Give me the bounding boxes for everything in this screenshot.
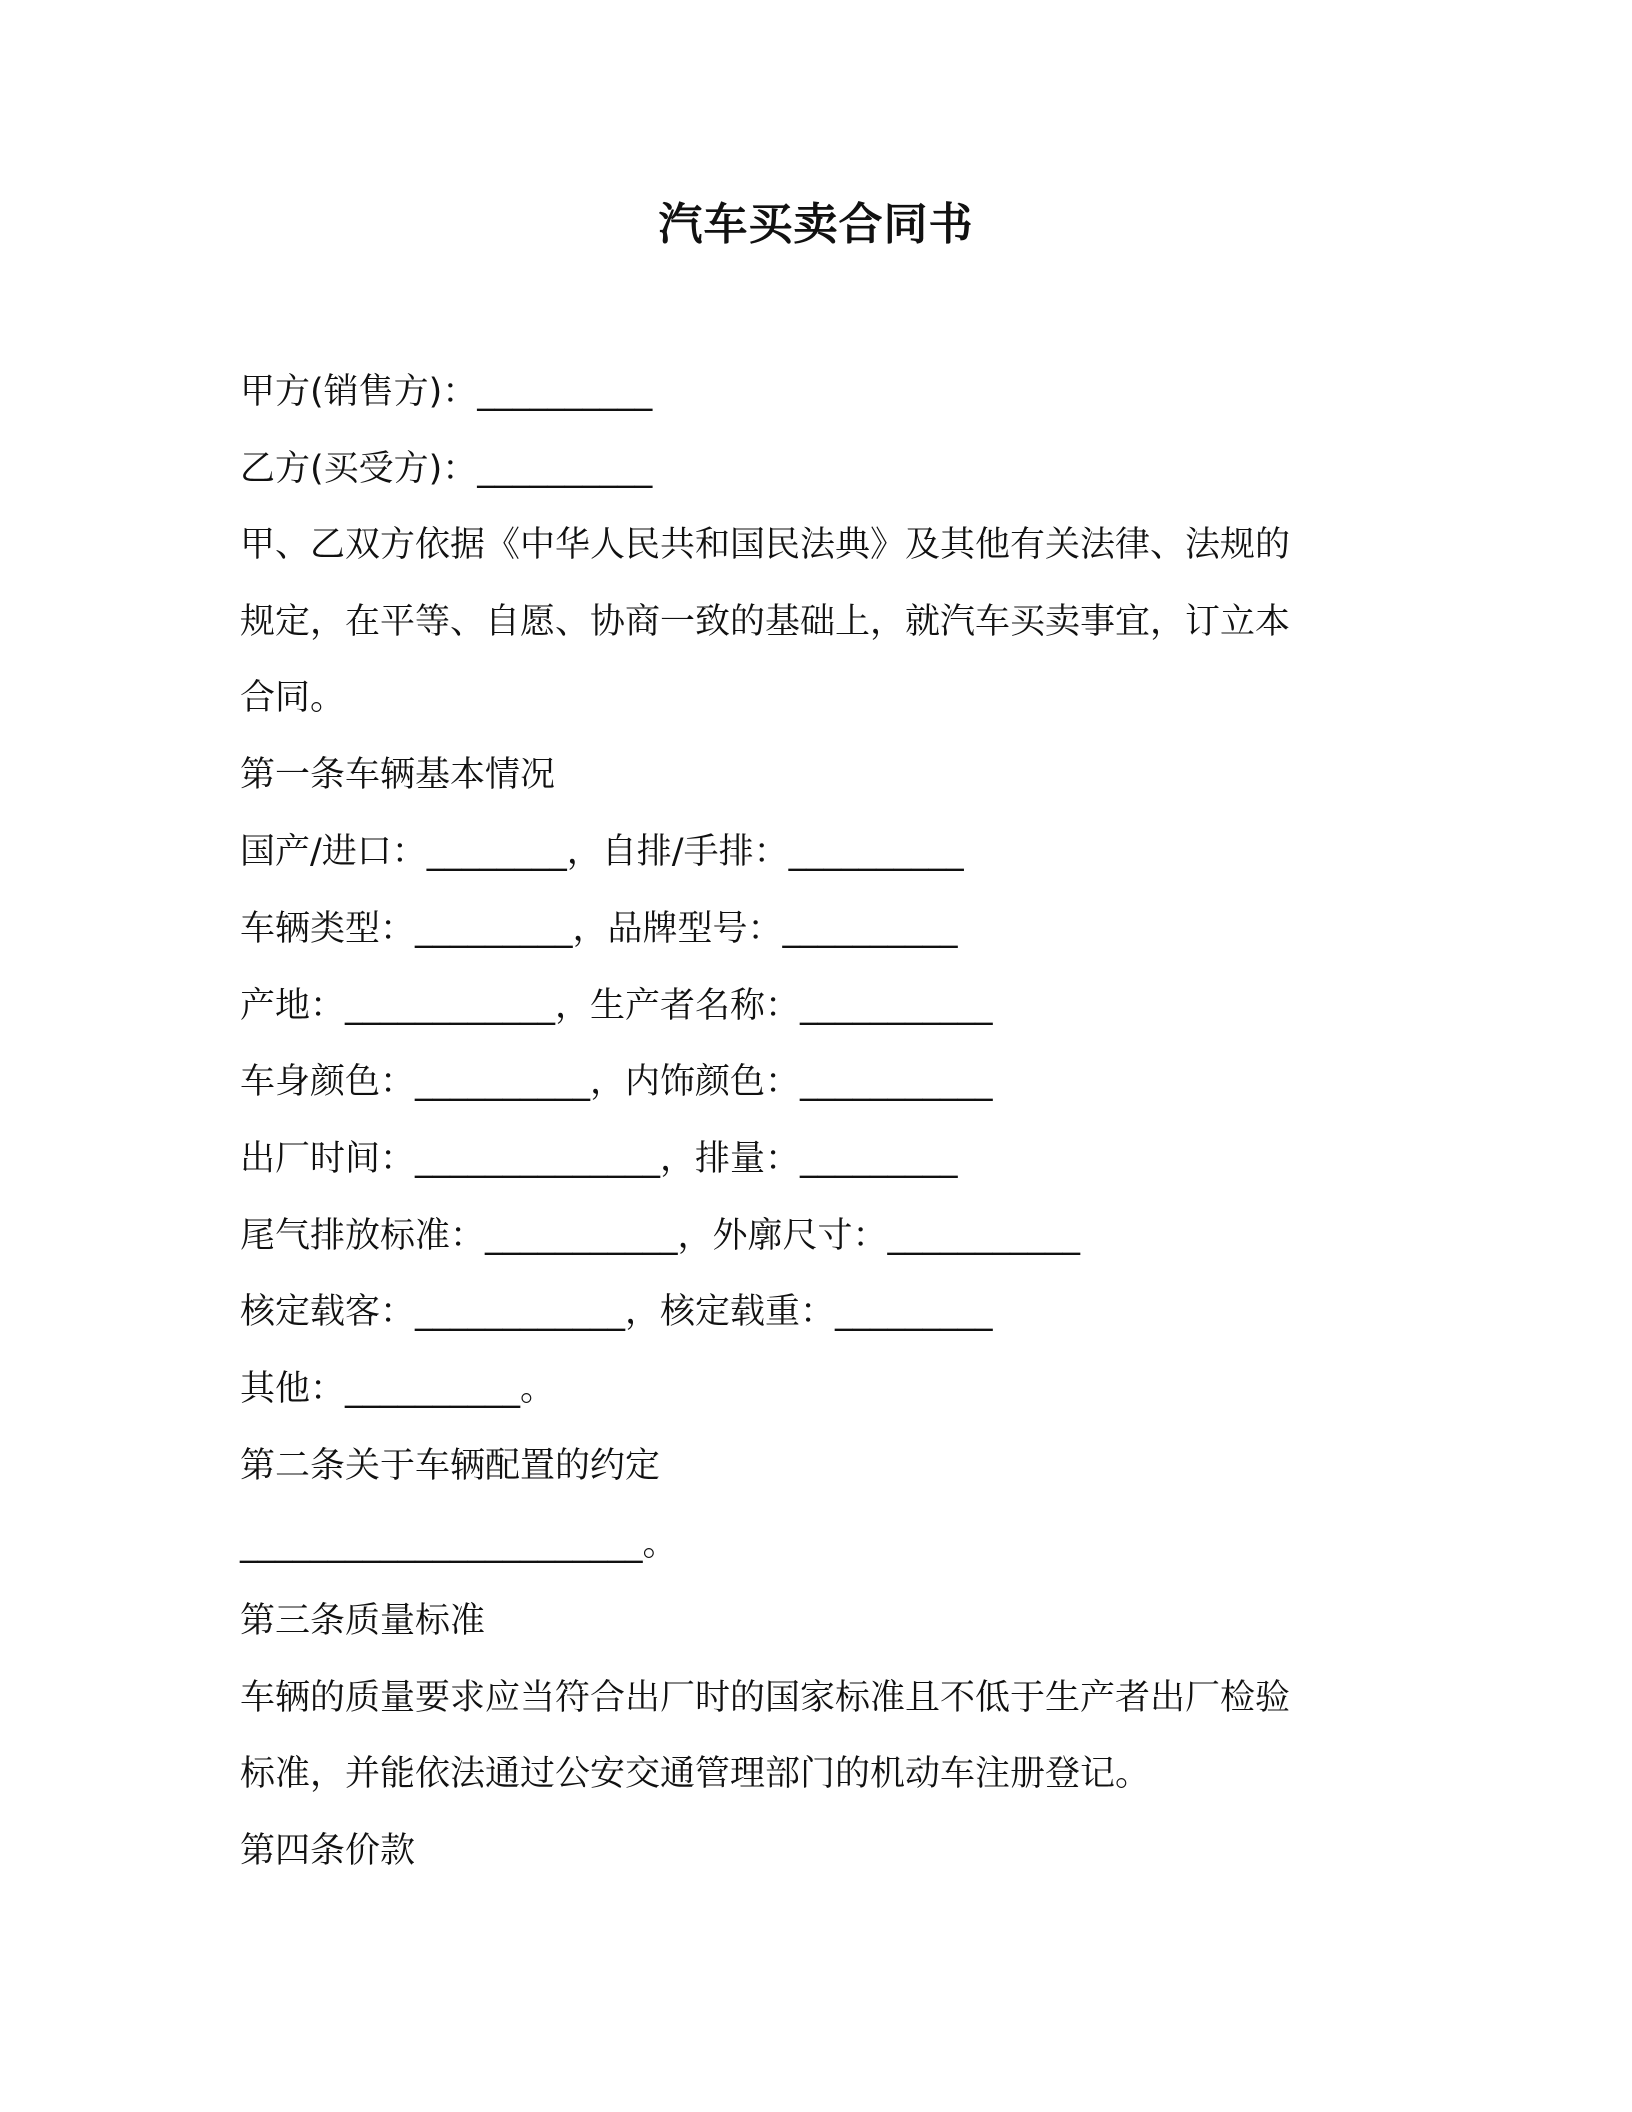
vehicle-color-line: 车身颜色：__________，内饰颜色：___________ (240, 1062, 993, 1102)
quality-line-1: 车辆的质量要求应当符合出厂时的国家标准且不低于生产者出厂检验 (240, 1678, 1291, 1718)
article-4-heading: 第四条价款 (240, 1831, 416, 1871)
article-3-heading: 第三条质量标准 (240, 1601, 486, 1641)
article-2-heading: 第二条关于车辆配置的约定 (240, 1446, 661, 1486)
preamble-line-2: 规定，在平等、自愿、协商一致的基础上，就汽车买卖事宜，订立本 (240, 602, 1291, 642)
vehicle-emission-line: 尾气排放标准：___________，外廓尺寸：___________ (240, 1216, 1081, 1256)
quality-line-2: 标准，并能依法通过公安交通管理部门的机动车注册登记。 (240, 1754, 1151, 1794)
vehicle-capacity-line: 核定载客：____________，核定载重：_________ (240, 1292, 993, 1332)
party-a-line: 甲方(销售方)：__________ (240, 372, 653, 412)
vehicle-other-line: 其他：__________。 (240, 1369, 556, 1409)
party-b-line: 乙方(买受方)：__________ (240, 449, 653, 489)
vehicle-date-line: 出厂时间：______________，排量：_________ (240, 1139, 958, 1179)
preamble-line-1: 甲、乙双方依据《中华人民共和国民法典》及其他有关法律、法规的 (240, 525, 1291, 565)
configuration-blank-line: _______________________。 (240, 1524, 678, 1564)
vehicle-type-line: 车辆类型：_________，品牌型号：__________ (240, 909, 958, 949)
preamble-line-3: 合同。 (240, 678, 346, 718)
vehicle-origin-line: 国产/进口：________，自排/手排：__________ (240, 832, 964, 872)
article-1-heading: 第一条车辆基本情况 (240, 755, 556, 795)
document-title: 汽车买卖合同书 (658, 199, 974, 250)
vehicle-producer-line: 产地：____________，生产者名称：___________ (240, 986, 993, 1026)
